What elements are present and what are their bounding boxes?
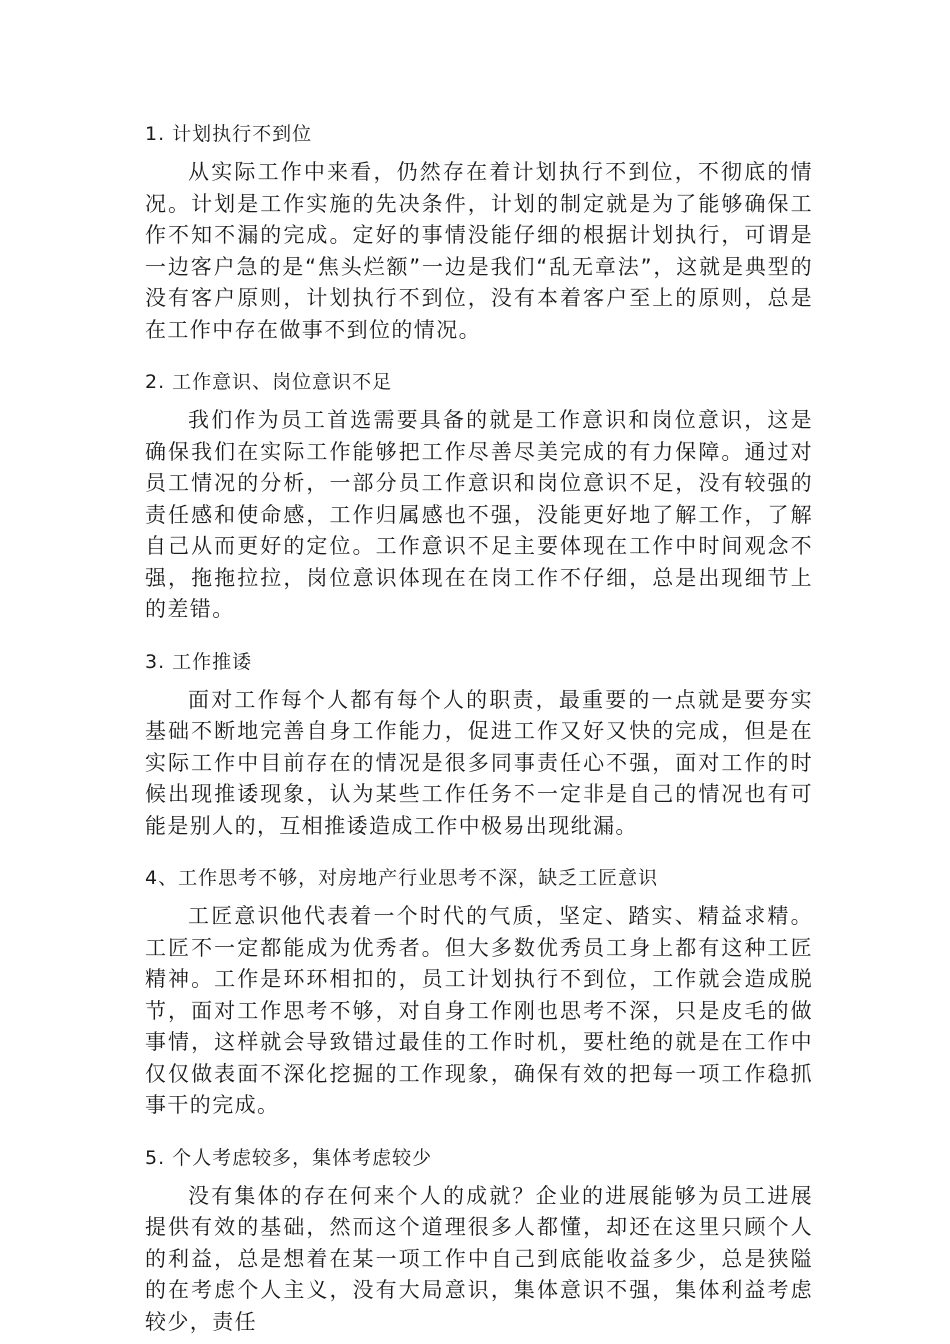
section-3-heading: 3. 工作推诿 bbox=[145, 650, 253, 673]
section-4-heading: 4、工作思考不够，对房地产行业思考不深，缺乏工匠意识 bbox=[145, 867, 659, 889]
section-1-paragraph: 从实际工作中来看，仍然存在着计划执行不到位，不彻底的情况。计划是工作实施的先决条件，计划的制定就是为了能够确保工作不知不漏的完成。定好的事情没能仔细的根据计划执行，可谓是一边客户急的是“焦头烂额”一边是我们“乱无章法”，这就是典型的没有客户原则，计划执行不到位，没有本着客户至上的原则，总是在工作中存在做事不到位的情况。 bbox=[145, 160, 813, 342]
section-2-paragraph: 我们作为员工首选需要具备的就是工作意识和岗位意识，这是确保我们在实际工作能够把工作尽善尽美完成的有力保障。通过对员工情况的分析，一部分员工作意识和岗位意识不足，没有较强的责任感和使命感，工作归属感也不强，没能更好地了解工作，了解自己从而更好的定位。工作意识不足主要体现在工作中时间观念不强，拖拖拉拉，岗位意识体现在在岗工作不仔细，总是出现细节上的差错。 bbox=[145, 408, 813, 621]
section-1-heading: 1. 计划执行不到位 bbox=[145, 123, 313, 145]
section-3-paragraph: 面对工作每个人都有每个人的职责，最重要的一点就是要夯实基础不断地完善自身工作能力，促进工作又好又快的完成，但是在实际工作中目前存在的情况是很多同事责任心不强，面对工作的时候出现推诿现象，认为某些工作任务不一定非是自己的情况也有可能是别人的，互相推诿造成工作中极易出现纰漏。 bbox=[145, 687, 813, 838]
section-2-heading: 2. 工作意识、岗位意识不足 bbox=[145, 371, 393, 393]
section-4-paragraph: 工匠意识他代表着一个时代的气质，坚定、踏实、精益求精。工匠不一定都能成为优秀者。但大多数优秀员工身上都有这种工匠精神。工作是环环相扣的，员工计划执行不到位，工作就会造成脱节，面对工作思考不够，对自身工作刚也思考不深，只是皮毛的做事情，这样就会导致错过最佳的工作时机，要杜绝的就是在工作中仅仅做表面不深化挖掘的工作现象，确保有效的把每一项工作稳抓事干的完成。 bbox=[145, 904, 813, 1117]
section-5-heading: 5. 个人考虑较多，集体考虑较少 bbox=[145, 1146, 433, 1169]
document-body bbox=[145, 118, 813, 1338]
section-5-paragraph: 没有集体的存在何来个人的成就？企业的进展能够为员工进展提供有效的基础，然而这个道理很多人都懂，却还在这里只顾个人的利益，总是想着在某一项工作中自己到底能收益多少，总是狭隘的在考虑个人主义，没有大局意识，集体意识不强，集体利益考虑较少，责任 bbox=[145, 1183, 813, 1334]
